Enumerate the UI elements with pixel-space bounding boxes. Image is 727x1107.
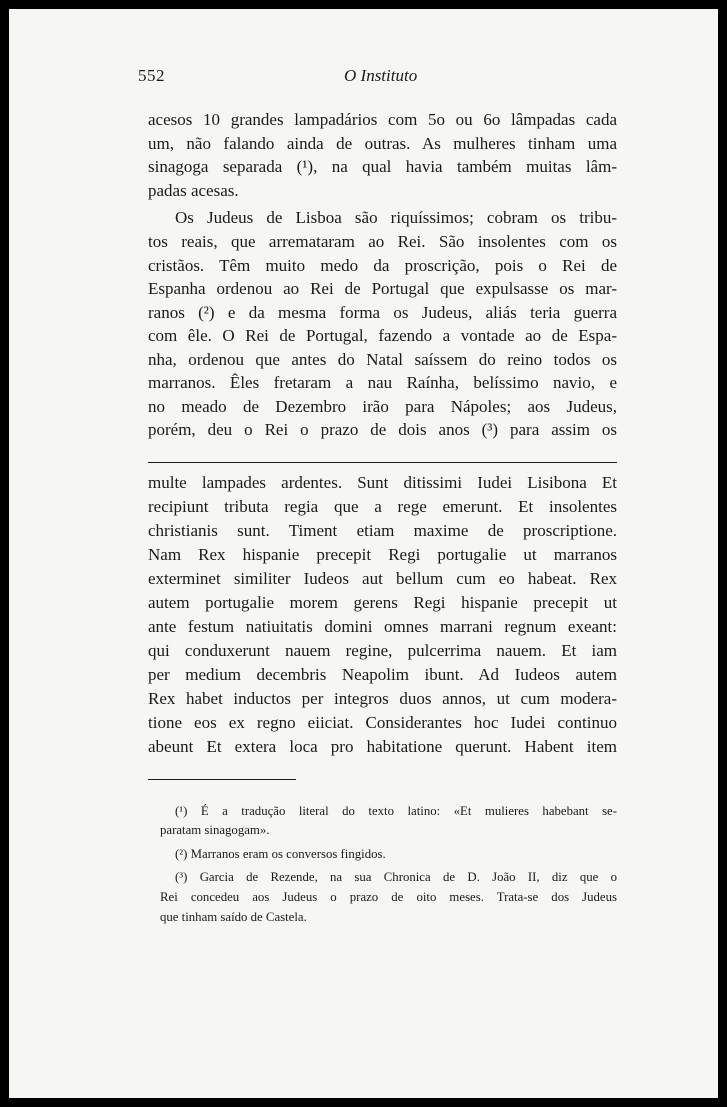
footnote-1-marker: (¹) <box>175 804 188 818</box>
text-line: cristãos. Têm muito medo da proscrição, pois o Rei de <box>148 255 617 275</box>
footnote-2-text: Marranos eram os conversos fingidos. <box>190 847 386 861</box>
footnote-3-line-2: Rei concedeu aos Judeus o prazo de oito meses. Trata-se dos Judeus <box>160 890 617 904</box>
text-line: Os Judeus de Lisboa são riquíssimos; cobram os tribu- <box>175 208 617 227</box>
text-line: ante festum natiuitatis domini omnes marrani regnum exeant: <box>148 617 617 636</box>
text-line: exterminet similiter Iudeos aut bellum cum eo habeat. Rex <box>148 569 617 588</box>
footnote-3-text: Garcia de Rezende, na sua Chronica de D. João II, diz que o <box>199 870 617 884</box>
text-line: padas acesas. <box>148 180 239 200</box>
footnote-1-line-1 <box>175 802 617 821</box>
text-line: abeunt Et extera loca pro habitatione querunt. Habent item <box>148 737 617 756</box>
text-line: marranos. Êles fretaram a nau Raínha, belíssimo navio, e <box>148 373 617 392</box>
section-divider <box>148 462 617 463</box>
text-line: tione eos ex regno eiiciat. Considerantes hoc Iudei continuo <box>148 713 617 732</box>
text-line: qui conduxerunt nauem regine, pulcerrima nauem. Et iam <box>148 641 617 660</box>
text-line: acesos 10 grandes lampadários com 5o ou 6o lâmpadas cada <box>148 110 617 129</box>
text-line: nha, ordenou que antes do Natal saíssem do reino todos os <box>148 349 617 369</box>
text-line: per medium decembris Neapolim ibunt. Ad Iudeos autem <box>148 665 617 684</box>
text-line: Espanha ordenou ao Rei de Portugal que expulsasse os mar- <box>148 279 617 298</box>
footnote-2-marker: (²) <box>175 847 188 861</box>
text-line: Nam Rex hispanie precepit Regi portugalie ut marranos <box>148 545 617 564</box>
text-line: recipiunt tributa regia que a rege emerunt. Et insolentes <box>148 497 617 516</box>
text-line: com êle. O Rei de Portugal, fazendo a vontade ao de Espa- <box>148 326 617 345</box>
footnote-3-line-3: que tinham saído de Castela. <box>160 910 307 924</box>
running-title: O Instituto <box>344 66 418 85</box>
text-line: porém, deu o Rei o prazo de dois anos (³) para assim os <box>148 420 617 439</box>
footnote-1-text: É a tradução literal do texto latino: «Et mulieres habebant se- <box>200 804 617 818</box>
text-line: no meado de Dezembro irão para Nápoles; aos Judeus, <box>148 396 617 416</box>
footnote-3-marker: (³) <box>175 870 188 884</box>
footnote-1-line-2: paratam sinagogam». <box>160 823 270 837</box>
text-line: christianis sunt. Timent etiam maxime de proscriptione. <box>148 521 617 540</box>
text-line: tos reais, que arremataram ao Rei. São insolentes com os <box>148 232 617 251</box>
text-line: autem portugalie morem gerens Regi hispanie precepit ut <box>148 593 617 612</box>
footnote-2 <box>175 845 617 864</box>
text-line: sinagoga separada (¹), na qual havia também muitas lâm- <box>148 157 617 176</box>
text-line: multe lampades ardentes. Sunt ditissimi Iudei Lisibona Et <box>148 473 617 492</box>
text-line: um, não falando ainda de outras. As mulheres tinham uma <box>148 133 617 153</box>
page-number: 552 <box>138 66 165 85</box>
footnote-rule <box>148 779 296 780</box>
text-line: ranos (²) e da mesma forma os Judeus, aliás teria guerra <box>148 302 617 322</box>
page-header <box>138 66 618 88</box>
text-line: Rex habet inductos per integros duos annos, ut cum modera- <box>148 689 617 708</box>
footnote-3-line-1 <box>175 868 617 887</box>
